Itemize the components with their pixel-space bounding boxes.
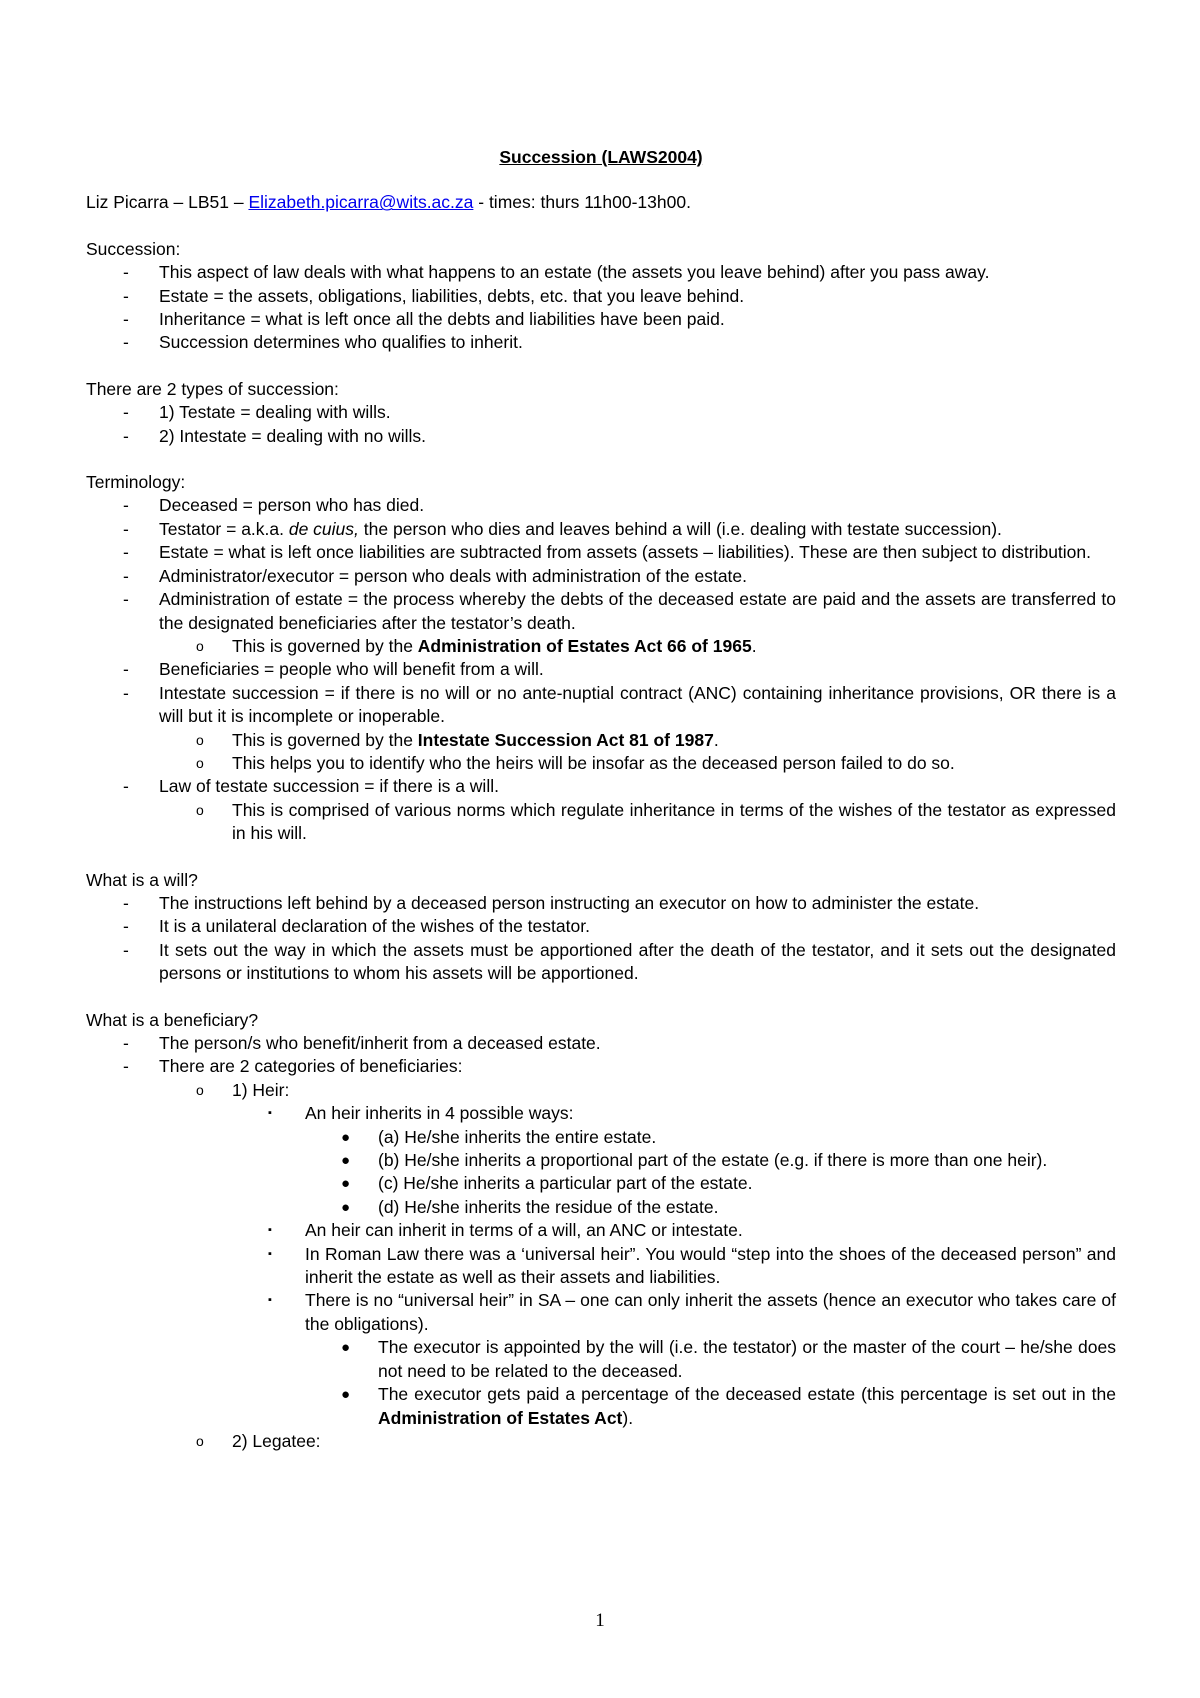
square-bullet-icon: ▪ — [268, 1107, 272, 1120]
list-item: - Inheritance = what is left once all the debts and liabilities have been paid. — [86, 308, 1116, 331]
circle-marker: o — [196, 1081, 204, 1098]
section-heading-terminology: Terminology: — [86, 472, 186, 493]
sub-list-item: o 1) Heir: — [86, 1079, 1116, 1102]
square-bullet-icon: ▪ — [268, 1294, 272, 1307]
sub-list-item: o This helps you to identify who the heirs will be insofar as the deceased person failed to do so. — [86, 752, 1116, 775]
list-item: - 1) Testate = dealing with wills. — [86, 401, 1116, 424]
sub-sub-list-item: ▪ In Roman Law there was a ‘universal heir”. You would “step into the shoes of the deceased person” and inherit the estate as well as their assets and liabilities. — [268, 1243, 1116, 1288]
document-body — [86, 146, 1116, 1453]
sub-list-item: o This is comprised of various norms which regulate inheritance in terms of the wishes of the testator as expressed in his will. — [196, 799, 1116, 844]
dash-marker: - — [123, 309, 129, 330]
dash-marker: - — [123, 892, 129, 913]
dash-marker: - — [123, 518, 129, 539]
section-heading-will: What is a will? — [86, 869, 198, 890]
section-heading-types: There are 2 types of succession: — [86, 378, 339, 399]
deep-list-item: ● The executor gets paid a percentage of the deceased estate (this percentage is set out in the Administration of Estates Act). — [341, 1384, 1116, 1428]
list-item: - Estate = what is left once liabilities are subtracted from assets (assets – liabilities). These are then subject to distribution. — [86, 541, 1116, 564]
dash-marker: - — [123, 1033, 129, 1053]
dash-marker: - — [123, 285, 129, 306]
sub-list-item: o This is governed by the Intestate Succession Act 81 of 1987. — [86, 729, 1116, 752]
list-item: - 2) Intestate = dealing with no wills. — [86, 425, 1116, 448]
circle-marker: o — [196, 801, 204, 818]
square-bullet-icon: ▪ — [268, 1247, 272, 1260]
dash-marker: - — [123, 1056, 129, 1077]
dash-marker: - — [123, 916, 129, 937]
circle-marker: o — [196, 637, 204, 654]
list-item: - Administration of estate = the process whereby the debts of the deceased estate are paid and the assets are transferred to the designated beneficiaries after the testator’s death. — [123, 589, 1116, 633]
round-bullet-icon: ● — [341, 1152, 351, 1170]
dash-marker: - — [123, 332, 129, 353]
sub-list-item: o This is governed by the Administration of Estates Act 66 of 1965. — [86, 635, 1116, 658]
section-heading-succession: Succession: — [86, 238, 181, 259]
round-bullet-icon: ● — [341, 1175, 351, 1193]
list-item: - It sets out the way in which the assets must be apportioned after the death of the testator, and it sets out the designated persons or institutions to whom his assets will be apportioned. — [123, 939, 1116, 984]
deep-list-item: ● (d) He/she inherits the residue of the estate. — [86, 1196, 1116, 1219]
contact-suffix: - times: thurs 11h00-13h00. — [473, 192, 691, 213]
circle-marker: o — [196, 731, 204, 748]
list-item: - It is a unilateral declaration of the wishes of the testator. — [86, 915, 1116, 938]
dash-marker: - — [123, 939, 129, 960]
dash-marker: - — [123, 425, 129, 446]
square-bullet-icon: ▪ — [268, 1224, 272, 1237]
dash-marker: - — [123, 542, 129, 563]
sub-sub-list-item: ▪ There is no “universal heir” in SA – one can only inherit the assets (hence an executor who takes care of the obligations). — [268, 1290, 1116, 1334]
section-heading-beneficiary: What is a beneficiary? — [86, 1009, 259, 1030]
sub-sub-list-item: ▪ An heir can inherit in terms of a will, an ANC or intestate. — [86, 1219, 1116, 1242]
sub-list-item: o 2) Legatee: — [86, 1430, 1116, 1453]
dash-marker: - — [123, 495, 129, 516]
list-item: - Deceased = person who has died. — [86, 494, 1116, 517]
list-item: - Administrator/executor = person who deals with administration of the estate. — [86, 565, 1116, 588]
list-item: - The person/s who benefit/inherit from a deceased estate. — [86, 1032, 1116, 1055]
dash-marker: - — [123, 565, 129, 586]
document-title: Succession (LAWS2004) — [499, 147, 703, 167]
list-item: - Law of testate succession = if there is a will. — [86, 775, 1116, 798]
deep-list-item: ● (b) He/she inherits a proportional part of the estate (e.g. if there is more than one heir). — [86, 1149, 1116, 1172]
deep-list-item: ● (c) He/she inherits a particular part of the estate. — [86, 1172, 1116, 1195]
list-item: - Testator = a.k.a. de cuius, the person who dies and leaves behind a will (i.e. dealing with testate succession). — [86, 518, 1116, 541]
round-bullet-icon: ● — [341, 1128, 351, 1146]
sub-sub-list-item: ▪ An heir inherits in 4 possible ways: — [86, 1102, 1116, 1125]
list-item: - Succession determines who qualifies to inherit. — [86, 331, 1116, 354]
list-item: - The instructions left behind by a deceased person instructing an executor on how to administer the estate. — [86, 892, 1116, 915]
circle-marker: o — [196, 1432, 204, 1449]
circle-marker: o — [196, 754, 204, 771]
dash-marker: - — [123, 682, 129, 703]
list-item: - This aspect of law deals with what happens to an estate (the assets you leave behind) after you pass away. — [86, 261, 1116, 284]
email-link[interactable]: Elizabeth.picarra@wits.ac.za — [248, 192, 474, 213]
deep-list-item: ● The executor is appointed by the will (i.e. the testator) or the master of the court – he/she does not need to be related to the deceased. — [341, 1337, 1116, 1381]
dash-marker: - — [123, 262, 129, 283]
dash-marker: - — [123, 659, 129, 680]
dash-marker: - — [123, 402, 129, 423]
round-bullet-icon: ● — [341, 1339, 351, 1357]
list-item: - Intestate succession = if there is no will or no ante-nuptial contract (ANC) containing inheritance provisions, OR there is a will but it is incomplete or inoperable. — [123, 682, 1116, 727]
list-item: - Estate = the assets, obligations, liabilities, debts, etc. that you leave behind. — [86, 285, 1116, 308]
round-bullet-icon: ● — [341, 1386, 351, 1404]
list-item: - Beneficiaries = people who will benefit from a will. — [86, 658, 1116, 681]
contact-line — [86, 191, 1116, 214]
dash-marker: - — [123, 776, 129, 797]
page-number: 1 — [595, 1610, 605, 1631]
dash-marker: - — [123, 589, 129, 610]
list-item: - There are 2 categories of beneficiaries: — [86, 1055, 1116, 1078]
contact-prefix: Liz Picarra – LB51 – — [86, 192, 249, 213]
deep-list-item: ● (a) He/she inherits the entire estate. — [86, 1126, 1116, 1149]
round-bullet-icon: ● — [341, 1198, 351, 1216]
